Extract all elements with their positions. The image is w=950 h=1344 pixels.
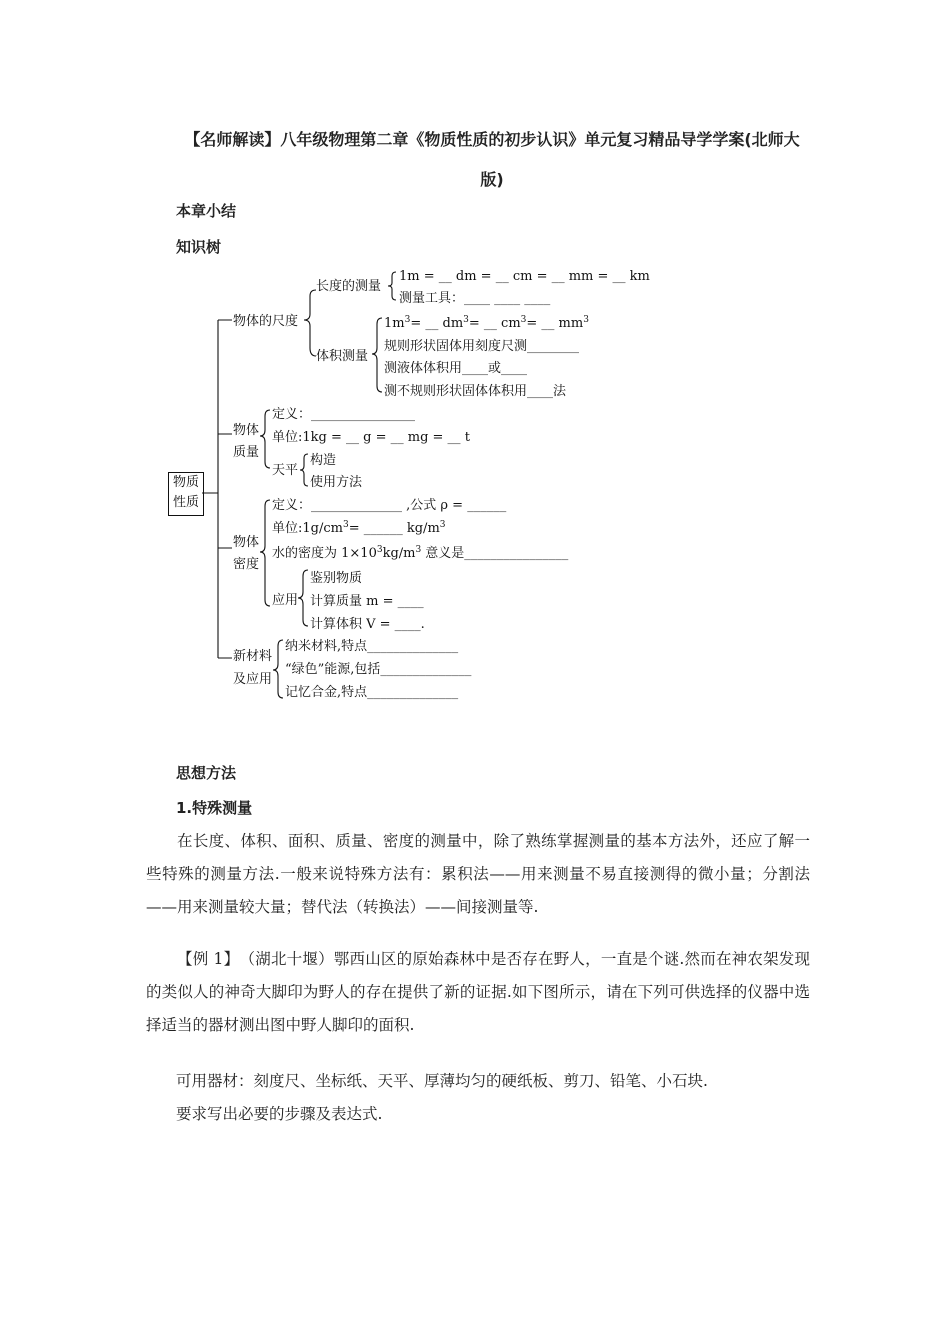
method1-heading: 1.特殊测量: [176, 799, 253, 817]
title-line-1: 【名师解读】八年级物理第二章《物质性质的初步认识》单元复习精品导学学案(北师大: [184, 130, 800, 149]
length-brace: [388, 272, 396, 300]
vol-eq-2: = __ cm: [468, 316, 521, 331]
density-unit-b: = ______ kg/m: [348, 521, 440, 536]
materials-label-2: 及应用: [233, 672, 273, 687]
water-density-c: 意义是________________: [425, 546, 569, 561]
materials-alloy: 记忆合金,特点______________: [285, 685, 459, 700]
vol-sup-2: 3: [463, 315, 469, 325]
mass-label-2: 质量: [233, 445, 260, 460]
application-brace: [298, 570, 308, 626]
length-tools: 测量工具：____ ____ ____: [399, 291, 551, 306]
title-line-2: 版): [480, 170, 504, 189]
vol-eq-3: = __ mm: [526, 316, 584, 331]
length-units: 1m = __ dm = __ cm = __ mm = __ km: [399, 269, 650, 284]
water-sup-2: 3: [415, 545, 422, 555]
density-unit-sup-1: 3: [342, 520, 349, 530]
requirement-line: 要求写出必要的步骤及表达式.: [176, 1105, 383, 1123]
app-mass: 计算质量 m = ____: [310, 594, 424, 609]
vol-sup-3: 3: [520, 315, 527, 325]
section-methods-heading: 思想方法: [176, 764, 237, 782]
mass-label-1: 物体: [233, 423, 260, 438]
volume-label: 体积测量: [316, 349, 369, 364]
tree-trunk-line: [202, 320, 232, 658]
equipment-line: 可用器材：刻度尺、坐标纸、天平、厚薄均匀的硬纸板、剪刀、铅笔、小石块.: [176, 1072, 708, 1090]
volume-units: [384, 315, 589, 331]
section-summary-heading: 本章小结: [176, 202, 237, 220]
materials-label-1: 新材料: [233, 649, 273, 664]
vol-sup-1: 3: [404, 315, 411, 325]
volume-liquid: 测液体体积用____或____: [384, 361, 528, 376]
vol-eq-1: = __ dm: [410, 316, 464, 331]
balance-structure: 构造: [310, 453, 337, 468]
density-label-1: 物体: [233, 535, 260, 550]
density-brace: [260, 500, 270, 606]
balance-brace: [300, 454, 308, 486]
volume-regular: 规则形状固体用刻度尺测________: [384, 339, 580, 354]
density-definition: 定义：______________ ,公式 ρ = ______: [272, 498, 507, 513]
vol-m: 1m: [384, 316, 405, 331]
density-unit: [272, 520, 446, 536]
scale-brace: [304, 290, 316, 356]
water-density: [272, 545, 569, 561]
water-density-a: 水的密度为 1×10: [272, 546, 377, 561]
tree-root-line-1: 物质: [172, 475, 199, 490]
materials-brace: [273, 640, 283, 698]
mass-brace: [260, 410, 270, 468]
volume-irregular: 测不规则形状固体体积用____法: [384, 384, 567, 399]
tree-root-line-2: 性质: [172, 495, 199, 510]
app-volume: 计算体积 V = ____.: [310, 617, 425, 632]
water-sup-1: 3: [376, 545, 383, 555]
materials-green: “绿色”能源,包括______________: [285, 662, 472, 677]
length-label: 长度的测量: [316, 279, 382, 294]
density-label-2: 密度: [233, 557, 260, 572]
mass-definition: 定义：________________: [272, 407, 416, 422]
app-identify: 鉴别物质: [310, 571, 363, 586]
scale-label: 物体的尺度: [233, 314, 299, 329]
balance-usage: 使用方法: [310, 475, 363, 490]
balance-label: 天平: [272, 463, 299, 478]
example1-paragraph: 【例 1】 （湖北十堰）鄂西山区的原始森林中是否存在野人，一直是个谜.然而在神农架发现的类似人的神奇大脚印为野人的存在提供了新的证据.如下图所示，请在下列可供选择的仪器中选择适当的器材测出图中野人脚印的面积.: [146, 950, 810, 1034]
vol-sup-4: 3: [583, 315, 589, 325]
density-unit-a: 单位:1g/cm: [272, 521, 343, 536]
volume-brace: [372, 318, 382, 392]
method1-paragraph: 在长度、体积、面积、质量、密度的测量中，除了熟练掌握测量的基本方法外，还应了解一些特殊的测量方法.一般来说特殊方法有：累积法——用来测量不易直接测得的微小量；分割法——用来测量较大量；替代法（转换法）——间接测量等.: [146, 832, 810, 916]
mass-unit: 单位:1kg = __ g = __ mg = __ t: [272, 430, 470, 445]
water-density-b: kg/m: [382, 546, 416, 561]
materials-nano: 纳米材料,特点______________: [285, 639, 459, 654]
density-unit-sup-2: 3: [439, 520, 446, 530]
section-tree-heading: 知识树: [176, 238, 222, 256]
application-label: 应用: [272, 593, 299, 608]
